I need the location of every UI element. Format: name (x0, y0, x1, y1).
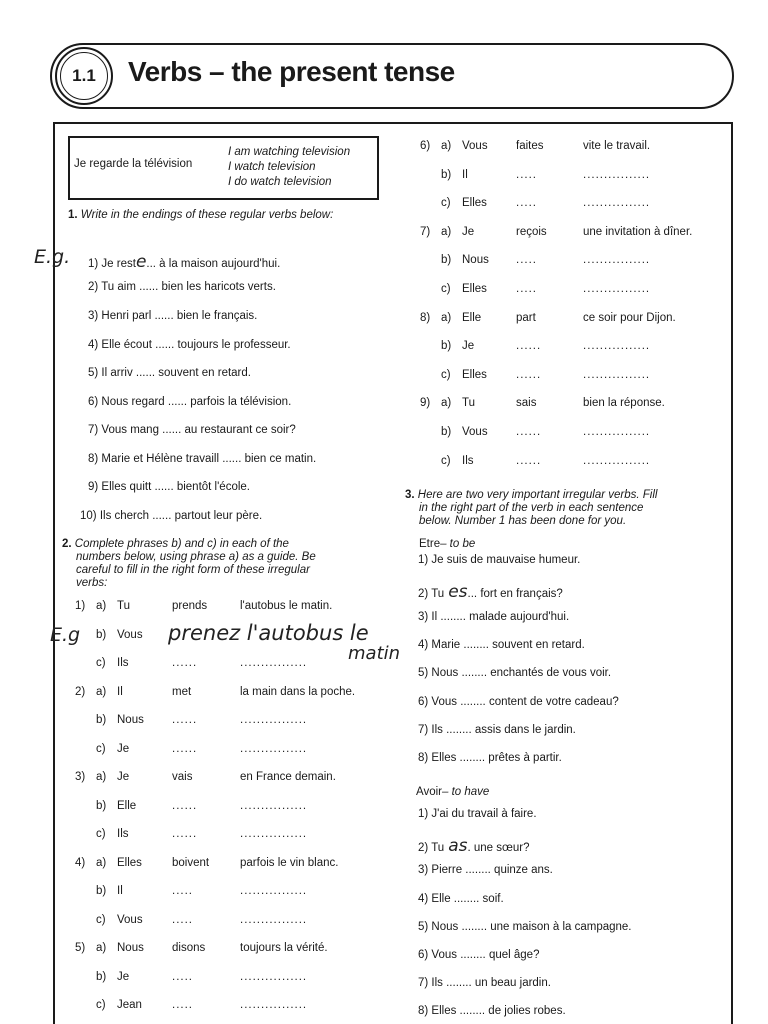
exercise-item (418, 836, 530, 856)
frame-border (731, 122, 733, 1024)
verb: ...... (172, 828, 198, 840)
subject: Nous (462, 254, 489, 267)
verb: met (172, 685, 192, 698)
group-number: 3) (75, 771, 86, 783)
verb: ...... (172, 657, 198, 669)
section2-instruction: 2. Complete phrases b) and c) in each of the numbers below, using phrase a) as a guide. Be careful to fill in the right form of these irregular verbs: (62, 538, 316, 589)
verb: ...... (516, 426, 542, 438)
exercise-item (418, 582, 563, 602)
subject: Elles (117, 856, 142, 869)
row-letter: b) (96, 628, 107, 641)
row-letter: b) (96, 799, 107, 812)
row-letter: c) (96, 742, 106, 755)
subject: Elle (117, 799, 137, 812)
exercise-item: 7) Ils ........ assis dans le jardin. (418, 723, 576, 736)
phrase: ................ (240, 885, 308, 897)
subject: Ils (117, 657, 129, 669)
phrase: bien la réponse. (583, 397, 665, 410)
exercise-item: 10) Ils cherch ...... partout leur père. (80, 510, 263, 522)
verb: disons (172, 942, 206, 954)
phrase: ................ (240, 999, 308, 1011)
row-letter: b) (96, 714, 107, 726)
phrase: ................ (583, 368, 651, 381)
phrase: en France demain. (240, 771, 336, 783)
verb: ...... (172, 742, 198, 755)
row-letter: b) (96, 970, 107, 983)
verb: ...... (516, 454, 542, 467)
group-number: 7) (420, 225, 431, 238)
item-prefix: 2) Tu (418, 842, 445, 855)
row-letter: c) (96, 657, 106, 669)
subject: Je (117, 742, 130, 755)
row-letter: c) (441, 368, 451, 381)
row-letter: b) (441, 426, 452, 438)
exercise-item: 6) Vous ........ content de votre cadeau? (418, 695, 619, 708)
subject: Il (117, 685, 123, 698)
example-french: Je regarde la télévision (74, 158, 193, 170)
phrase: ................ (240, 799, 308, 812)
row-letter: c) (441, 197, 451, 210)
verb: ..... (516, 197, 537, 210)
subject: Ils (117, 828, 129, 840)
page-title: Verbs – the present tense (128, 56, 455, 87)
avoir-heading: Avoir– to have (416, 786, 490, 798)
verb: sais (516, 397, 537, 410)
eg-note: E.g (50, 624, 81, 646)
subject: Tu (117, 600, 130, 612)
row-letter: c) (96, 999, 106, 1011)
row-letter: b) (96, 885, 107, 897)
handwritten-answer: prenez l'autobus le (168, 621, 369, 645)
verb: ...... (516, 340, 542, 353)
exercise-item: 4) Elle ........ soif. (418, 892, 504, 905)
row-letter: a) (96, 856, 107, 869)
row-letter: c) (441, 283, 451, 295)
exercise-item: 7) Vous mang ...... au restaurant ce soir? (88, 424, 296, 436)
example-english: I do watch television (228, 176, 332, 188)
row-letter: c) (441, 454, 451, 467)
subject: Vous (117, 628, 143, 641)
row-letter: c) (96, 913, 106, 926)
exercise-item: 3) Il ........ malade aujourd'hui. (418, 610, 570, 623)
phrase: parfois le vin blanc. (240, 856, 339, 869)
section-number-badge (55, 47, 113, 105)
handwritten-answer: as (448, 836, 468, 857)
subject: Je (117, 771, 130, 783)
frame-border (53, 122, 733, 124)
section1-instruction: 1. Write in the endings of these regular verbs below: (68, 209, 334, 221)
eg-note: E.g. (34, 246, 71, 268)
subject: Il (462, 168, 468, 181)
section3-instruction: 3. Here are two very important irregular verbs. Fill in the right part of the verb in each sentence below. Number 1 has been done for you. (405, 489, 658, 527)
group-number: 5) (75, 942, 86, 954)
subject: Ils (462, 454, 474, 467)
phrase: ................ (583, 254, 651, 267)
phrase: ................ (240, 970, 308, 983)
subject: Elles (462, 197, 487, 210)
verb: ..... (516, 168, 537, 181)
phrase: ................ (240, 913, 308, 926)
verb: part (516, 311, 536, 324)
group-number: 1) (75, 600, 86, 612)
verb: vais (172, 771, 193, 783)
verb: ..... (516, 283, 537, 295)
verb: ..... (516, 254, 537, 267)
row-letter: c) (96, 828, 106, 840)
subject: Jean (117, 999, 142, 1011)
verb: ..... (172, 885, 193, 897)
exercise-item: 5) Nous ........ une maison à la campagne. (418, 920, 632, 933)
exercise-item: 7) Ils ........ un beau jardin. (418, 977, 551, 990)
subject: Vous (117, 913, 143, 926)
row-letter: b) (441, 340, 452, 353)
verb: ..... (172, 999, 193, 1011)
row-letter: b) (441, 168, 452, 181)
phrase: ................ (583, 197, 651, 210)
row-letter: a) (96, 600, 107, 612)
group-number: 2) (75, 685, 86, 698)
exercise-item: 8) Elles ........ de jolies robes. (418, 1005, 566, 1018)
row-letter: b) (441, 254, 452, 267)
item-rest: ... fort en français? (467, 588, 563, 601)
exercise-item: 3) Pierre ........ quinze ans. (418, 864, 553, 877)
exercise-item: 8) Elles ........ prêtes à partir. (418, 752, 562, 765)
row-letter: a) (441, 311, 452, 324)
verb: ..... (172, 970, 193, 983)
handwritten-answer: es (448, 582, 468, 603)
phrase: ................ (583, 168, 651, 181)
subject: Il (117, 885, 123, 897)
group-number: 8) (420, 311, 431, 324)
phrase: ................ (583, 426, 651, 438)
subject: Je (462, 225, 475, 238)
phrase: ................ (240, 657, 308, 669)
verb: ...... (172, 799, 198, 812)
exercise-item: 1) Je suis de mauvaise humeur. (418, 554, 581, 566)
row-letter: a) (441, 225, 452, 238)
verb: ...... (516, 368, 542, 381)
exercise-item: 5) Il arriv ...... souvent en retard. (88, 367, 251, 379)
handwritten-answer: matin (348, 643, 401, 664)
exercise-item: 6) Nous regard ...... parfois la télévision. (88, 396, 292, 408)
group-number: 4) (75, 856, 86, 869)
phrase: l'autobus le matin. (240, 600, 333, 612)
verb: ..... (172, 913, 193, 926)
phrase: ................ (583, 283, 651, 295)
section-number: 1.1 (72, 66, 96, 85)
verb: prends (172, 600, 208, 612)
row-letter: a) (96, 771, 107, 783)
row-letter: a) (441, 140, 452, 152)
exercise-item: 5) Nous ........ enchantés de vous voir. (418, 667, 612, 680)
exercise-item: 6) Vous ........ quel âge? (418, 949, 540, 961)
group-number: 6) (420, 140, 431, 152)
subject: Nous (117, 714, 144, 726)
exercise-item: 2) Tu aim ...... bien les haricots verts. (88, 281, 276, 293)
phrase: toujours la vérité. (240, 942, 328, 954)
exercise-item: 3) Henri parl ...... bien le français. (88, 310, 258, 322)
phrase: vite le travail. (583, 140, 651, 152)
verb: reçois (516, 225, 547, 238)
exercise-item: 1) Je reste... à la maison aujourd'hui. (88, 252, 281, 272)
example-english: I am watching television (228, 146, 351, 158)
row-letter: a) (96, 685, 107, 698)
subject: Elles (462, 368, 487, 381)
group-number: 9) (420, 397, 431, 410)
subject: Vous (462, 140, 488, 152)
subject: Vous (462, 426, 488, 438)
subject: Tu (462, 397, 475, 410)
item-rest: . une sœur? (467, 842, 530, 855)
subject: Nous (117, 942, 144, 954)
phrase: ................ (583, 454, 651, 467)
phrase: ................ (240, 742, 308, 755)
exercise-item: 4) Marie ........ souvent en retard. (418, 638, 585, 651)
subject: Je (117, 970, 130, 983)
phrase: une invitation à dîner. (583, 225, 693, 238)
exercise-item: 9) Elles quitt ...... bientôt l'école. (88, 481, 250, 493)
exercise-item: 1) J'ai du travail à faire. (418, 808, 537, 820)
example-english: I watch television (228, 161, 316, 173)
phrase: ce soir pour Dijon. (583, 311, 676, 324)
subject: Je (462, 340, 475, 353)
subject: Elle (462, 311, 482, 324)
row-letter: a) (96, 942, 107, 954)
phrase: ................ (240, 714, 308, 726)
exercise-item: 8) Marie et Hélène travaill ...... bien ce matin. (88, 453, 317, 465)
phrase: ................ (240, 828, 308, 840)
etre-heading: Etre– to be (419, 538, 476, 550)
exercise-item: 4) Elle écout ...... toujours le professeur. (88, 339, 291, 351)
phrase: la main dans la poche. (240, 685, 356, 698)
phrase: ................ (583, 340, 651, 353)
verb: ...... (172, 714, 198, 726)
item-prefix: 2) Tu (418, 588, 445, 601)
verb: faites (516, 140, 544, 152)
verb: boivent (172, 856, 210, 869)
subject: Elles (462, 283, 487, 295)
row-letter: a) (441, 397, 452, 410)
